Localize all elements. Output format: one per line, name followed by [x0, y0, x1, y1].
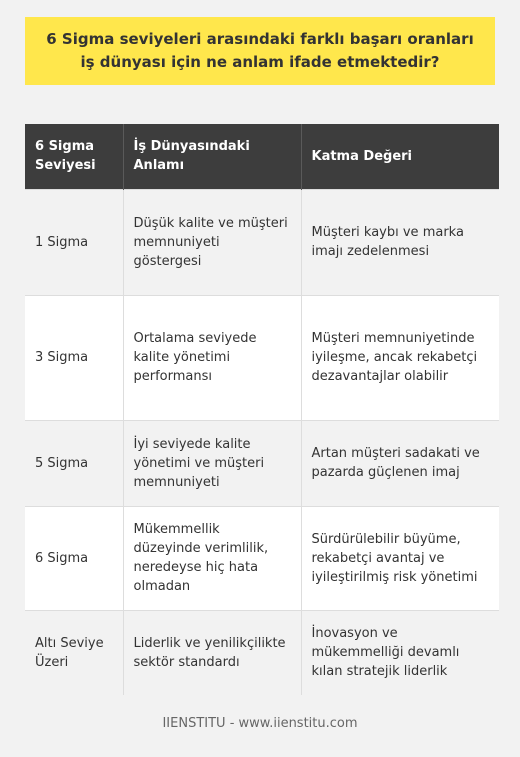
- table-cell-meaning: Ortalama seviyede kalite yönetimi performansı: [123, 295, 301, 420]
- table-row: [25, 295, 499, 420]
- table-row: [25, 610, 499, 695]
- column-header-value: Katma Değeri: [301, 124, 499, 189]
- table-cell-level: 6 Sigma: [25, 506, 123, 610]
- sigma-levels-table: [25, 124, 499, 695]
- table-cell-value: Artan müşteri sadakati ve pazarda güçlenen imaj: [301, 420, 499, 506]
- table-cell-value: Sürdürülebilir büyüme, rekabetçi avantaj ve iyileştirilmiş risk yönetimi: [301, 506, 499, 610]
- footer-credit: IIENSTITU - www.iienstitu.com: [162, 716, 358, 731]
- table-cell-meaning: Liderlik ve yenilikçilikte sektör standardı: [123, 610, 301, 695]
- table-row: [25, 506, 499, 610]
- table-cell-value: Müşteri memnuniyetinde iyileşme, ancak rekabetçi dezavantajlar olabilir: [301, 295, 499, 420]
- table-cell-meaning: Düşük kalite ve müşteri memnuniyeti göstergesi: [123, 189, 301, 295]
- table-cell-level: Altı Seviye Üzeri: [25, 610, 123, 695]
- table-cell-value: Müşteri kaybı ve marka imajı zedelenmesi: [301, 189, 499, 295]
- table-cell-level: 3 Sigma: [25, 295, 123, 420]
- table-row: [25, 189, 499, 295]
- table-cell-level: 5 Sigma: [25, 420, 123, 506]
- title-banner: [25, 17, 495, 85]
- table-cell-meaning: Mükemmellik düzeyinde verimlilik, neredeyse hiç hata olmadan: [123, 506, 301, 610]
- table-cell-level: 1 Sigma: [25, 189, 123, 295]
- table-cell-meaning: İyi seviyede kalite yönetimi ve müşteri memnuniyeti: [123, 420, 301, 506]
- column-header-meaning: İş Dünyasındaki Anlamı: [123, 124, 301, 189]
- page-title: 6 Sigma seviyeleri arasındaki farklı başarı oranları iş dünyası için ne anlam ifade etmektedir?: [46, 30, 474, 71]
- table-header-row: [25, 124, 499, 189]
- column-header-level: 6 Sigma Seviyesi: [25, 124, 123, 189]
- table-row: [25, 420, 499, 506]
- table-cell-value: İnovasyon ve mükemmelliği devamlı kılan stratejik liderlik: [301, 610, 499, 695]
